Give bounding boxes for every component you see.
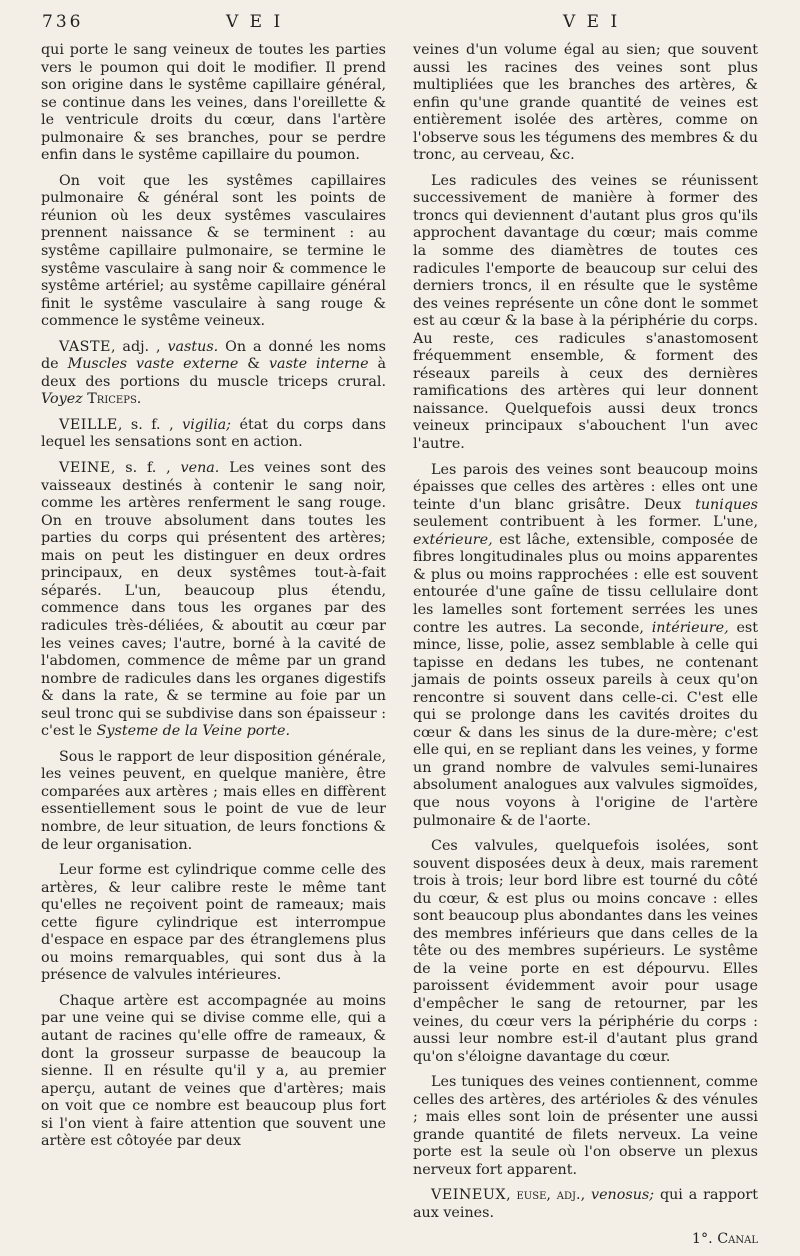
entry-text: qui a rapport aux veines. xyxy=(413,1187,758,1221)
headword: VEILLE xyxy=(59,416,118,433)
entry-veineux xyxy=(413,1187,758,1222)
italic-term: Muscles vaste externe xyxy=(67,356,239,373)
entry-text: à deux des portions du muscle triceps crural. xyxy=(41,356,387,390)
entry-text: est lâche, extensible, composée de fibres longitudinales plus ou moins apparentes & plus ou moins rapprochées : elle est souvent entourée d'une gaîne de tissu cellulaire dont les lamelles sont fortement serrées les unes contre les autres. La seconde, xyxy=(413,531,758,636)
latin-term: venosus; xyxy=(591,1187,655,1204)
part-of-speech: , s. f. , xyxy=(117,416,174,433)
paragraph: On voit que les systêmes capillaires pulmonaire & général sont les points de réunion où les deux systêmes vasculaires prennent naissance & se terminent : au systême capillaire pulmonaire, se termine le systême vasculaire à sang noir & commence le systême artériel; au systême capillaire général finit le systême vasculaire à sang rouge & commence le systême veineux. xyxy=(41,172,386,330)
italic-term: extérieure, xyxy=(413,531,493,548)
paragraph: Ces valvules, quelquefois isolées, sont souvent disposées deux à deux, mais rarement trois à trois; leur bord libre est tourné du côté du cœur, & est plus ou moins concave : elles sont beaucoup plus abondantes dans les veines des membres inférieurs que dans celles de la tête ou des membres supérieurs. Le systême de la veine porte en est dépourvu. Elles paroissent évidemment avoir pour usage d'empêcher le sang de retourner, par les veines, du cœur vers la périphérie du corps : aussi leur nombre est-il d'autant plus grand qu'on s'éloigne davantage du cœur. xyxy=(413,838,758,1065)
entry-text: On a donné les noms de xyxy=(41,338,386,373)
italic-term: tuniques xyxy=(695,496,759,513)
italic-term: intérieure, xyxy=(651,619,729,636)
running-head-left: V E I xyxy=(226,12,284,32)
running-header xyxy=(0,12,800,42)
latin-term: vena. xyxy=(180,460,220,477)
part-of-speech: , adj. , xyxy=(110,338,161,355)
left-column xyxy=(41,42,386,1159)
entry-text: Les veines sont des vaisseaux destinés à contenir le sang noir, comme les artères renferment le sang rouge. On en trouve absolument dans toutes les parties du corps qui présentent des artères; mais on peut les distinguer en deux ordres principaux, en deux systêmes tout-à-fait séparés. L'un, beaucoup plus étendu, commence dans tous les organes par des radicules très-déliées, & aboutit au cœur par les veines caves; l'autre, borné à la cavité de l'abdomen, commence de même par un grand nombre de radicules dans les organes digestifs & dans la rate, & se termine au foie par un seul tronc qui se subdivise dans son épaisseur : c'est le xyxy=(41,460,387,740)
headword: VEINE xyxy=(59,460,111,477)
entry-veine xyxy=(41,460,386,741)
entry-text: est mince, lisse, polie, assez semblable à celle qui tapisse en dedans les tubes, ne contenant jamais de points osseux pareils à ceux qu'on rencontre si souvent dans celle-ci. C'est elle qui se prolonge dans les cavités droites du cœur & dans les sinus de la dure-mère; c'est elle qui, en se repliant dans les veines, y forme un grand nombre de valvules semi-lunaires absolument analogues aux valvules sigmoïdes, que nous voyons à l'origine de l'artère pulmonaire & de l'aorte. xyxy=(413,619,758,829)
headword: VEINEUX xyxy=(431,1187,507,1204)
right-column xyxy=(413,42,758,1256)
italic-term: Systeme de la Veine porte. xyxy=(96,723,290,740)
entry-text: & xyxy=(238,356,261,373)
paragraph: Les radicules des veines se réunissent successivement de manière à former des troncs qui deviennent d'autant plus gros qu'ils approchent davantage du cœur; mais comme la somme des diamètres de toutes ces radicules l'emporte de beaucoup sur celui des derniers troncs, il en résulte que le systême des veines représente un cône dont le sommet est au cœur & la base à la périphérie du corps. Au reste, ces radicules s'anastomosent fréquemment ensemble, & forment des réseaux pareils à ceux des dernières ramifications des artères qui leur donnent naissance. Quelquefois aussi deux troncs veineux principaux s'abouchent l'un avec l'autre. xyxy=(413,172,758,453)
see-reference: Voyez xyxy=(41,391,83,408)
italic-term: vaste interne xyxy=(268,356,369,373)
catchword: 1°. Canal xyxy=(691,1230,758,1247)
paragraph: Leur forme est cylindrique comme celle des artères, & leur calibre reste le même tant qu'elles ne reçoivent point de rameaux; mais cette figure cylindrique est interrompue d'espace en espace par des étranglemens plus ou moins remarquables, qui sont dus à la présence de valvules intérieures. xyxy=(41,862,386,984)
paragraph: Sous le rapport de leur disposition générale, les veines peuvent, en quelque manière, être comparées aux artères ; mais elles en diffèrent essentiellement sous le point de vue de leur nombre, de leur situation, de leurs fonctions & de leur organisation. xyxy=(41,748,386,853)
cross-reference: Triceps. xyxy=(87,391,142,408)
part-of-speech: , s. f. , xyxy=(110,460,171,477)
entry-vaste xyxy=(41,339,386,409)
page-number: 736 xyxy=(42,12,84,32)
paragraph: veines d'un volume égal au sien; que souvent aussi les racines des veines sont plus multipliées que les branches des artères, & enfin qu'une grande quantité de veines est entièrement isolée des artères, comme on l'observe sous les tégumens des membres & du tronc, au cerveau, &c. xyxy=(413,42,758,164)
paragraph: qui porte le sang veineux de toutes les parties vers le poumon qui doit le modifier. Il prend son origine dans le systême capillaire général, se continue dans les veines, dans l'oreillette & le ventricule droits du cœur, dans l'artère pulmonaire & ses branches, pour se perdre enfin dans le systême capillaire du poumon. xyxy=(41,42,386,164)
latin-term: vastus. xyxy=(167,338,219,355)
part-of-speech: , euse, adj., xyxy=(506,1187,586,1204)
paragraph: Chaque artère est accompagnée au moins par une veine qui se divise comme elle, qui a autant de racines qu'elle offre de rameaux, & dont la grosseur surpasse de beaucoup la sienne. Il en résulte qu'il y a, au premier aperçu, autant de veines que d'artères; mais on voit que ce nombre est beaucoup plus fort si l'on vient à faire attention que souvent une artère est côtoyée par deux xyxy=(41,992,386,1150)
paragraph-tunics xyxy=(413,462,758,830)
entry-text: état du corps dans lequel les sensations sont en action. xyxy=(41,416,386,451)
headword: VASTE xyxy=(59,338,111,355)
entry-text: seulement contribuent à les former. L'une, xyxy=(413,514,758,531)
latin-term: vigilia; xyxy=(182,416,231,433)
entry-text: Les parois des veines sont beaucoup moins épaisses que celles des artères : elles ont une teinte d'un blanc grisâtre. Deux xyxy=(413,461,758,513)
paragraph: Les tuniques des veines contiennent, comme celles des artères, des artérioles & des vénules ; mais elles sont loin de présenter une aussi grande quantité de filets nerveux. La veine porte est la seule où l'on observe un plexus nerveux fort apparent. xyxy=(413,1074,758,1178)
running-head-right: V E I xyxy=(563,12,621,32)
entry-veille xyxy=(41,417,386,452)
